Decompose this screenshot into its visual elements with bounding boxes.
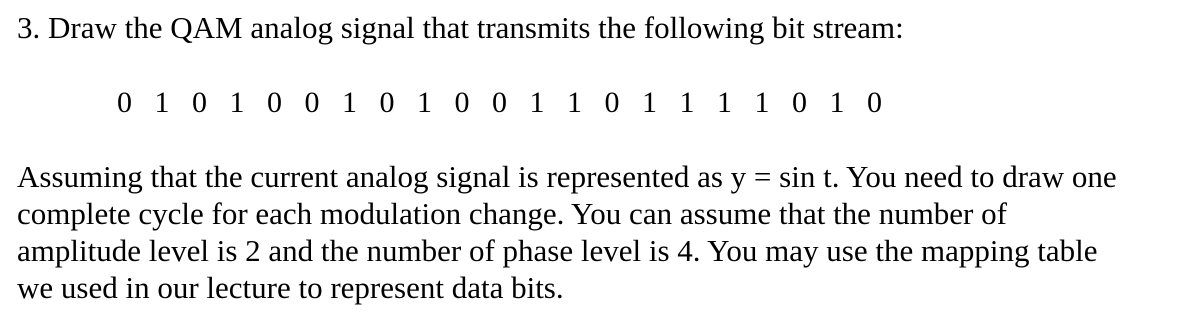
paragraph-line: Assuming that the current analog signal is represented as y = sin t. You need to draw one xyxy=(17,159,1117,194)
paragraph-line: complete cycle for each modulation change. You can assume that the number of xyxy=(17,196,1007,231)
paragraph-line: amplitude level is 2 and the number of phase level is 4. You may use the mapping table xyxy=(17,233,1098,268)
question-heading: 3. Draw the QAM analog signal that transmits the following bit stream: xyxy=(17,10,904,45)
paragraph-line: we used in our lecture to represent data bits. xyxy=(17,270,564,305)
instructions-paragraph xyxy=(17,158,1192,306)
bit-stream: 0 1 0 1 0 0 1 0 1 0 0 1 1 0 1 1 1 1 0 1 0 xyxy=(117,86,890,119)
